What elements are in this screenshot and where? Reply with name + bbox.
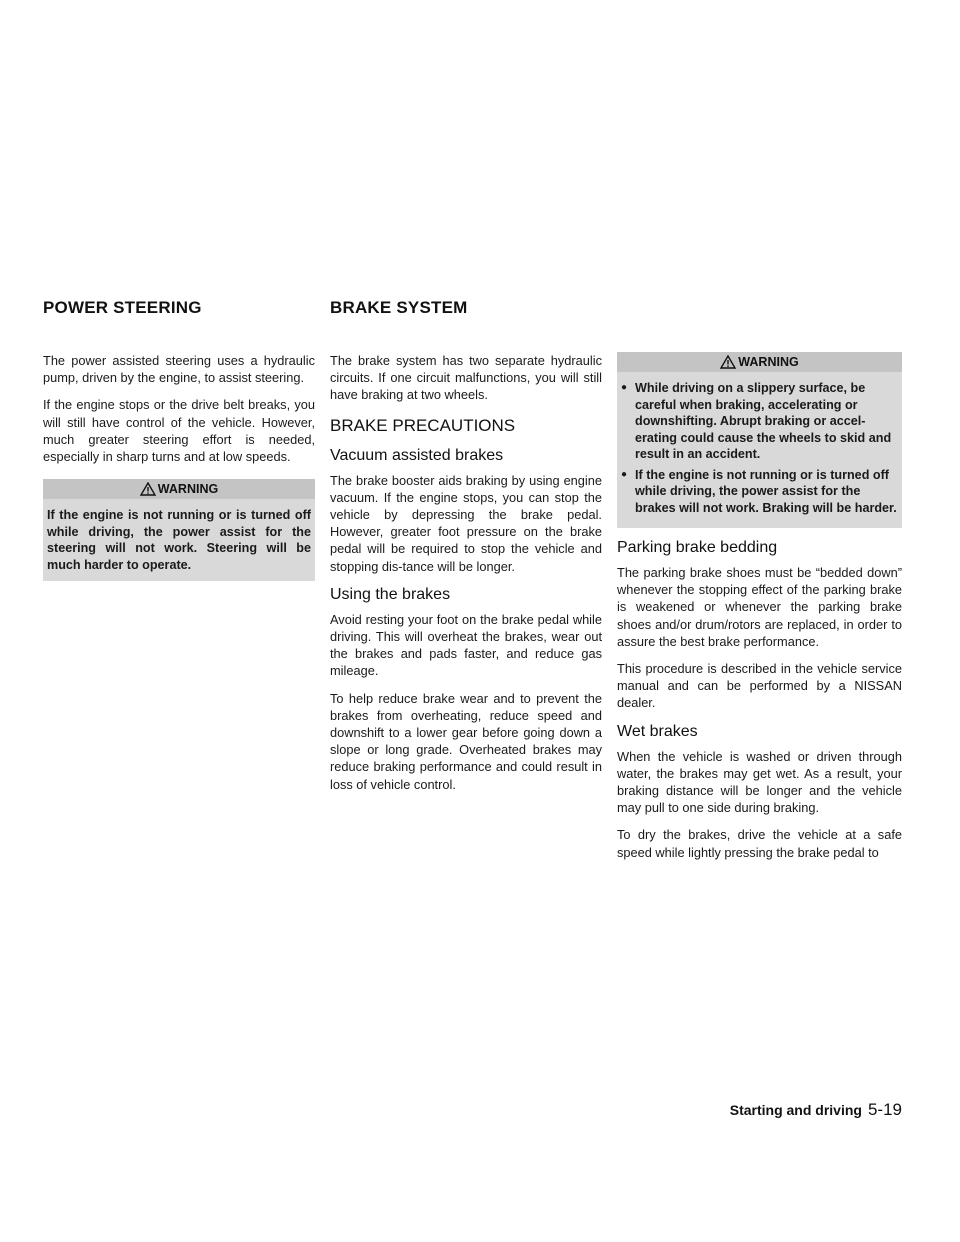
paragraph: The parking brake shoes must be “bedded down” whenever the stopping effect of the parking brake is weakened or whenever the parking brake shoes and/or drum/rotors are replaced, in order to assure the best brake performance.: [617, 565, 902, 649]
warning-list: [621, 380, 898, 516]
paragraph: The power assisted steering uses a hydraulic pump, driven by the engine, to assist steering.: [43, 353, 315, 386]
footer-page-number: 5-19: [867, 1100, 902, 1119]
warning-header: [617, 352, 902, 372]
paragraph: To dry the brakes, drive the vehicle at a safe speed while lightly pressing the brake pedal to: [617, 827, 902, 860]
paragraph: The brake booster aids braking by using engine vacuum. If the engine stops, you can stop the vehicle by depressing the brake pedal. However, greater foot pressure on the brake pedal will be required to stop the vehicle and stopping dis-tance will be longer.: [330, 472, 602, 574]
section-heading-power-steering: POWER STEERING: [43, 298, 202, 317]
paragraph: When the vehicle is washed or driven through water, the brakes may get wet. As a result, your braking distance will be longer and the vehicle may pull to one side during braking.: [617, 748, 902, 816]
subheading-vacuum-assisted-brakes: Vacuum assisted brakes: [330, 446, 504, 464]
column-power-steering: [43, 352, 315, 591]
paragraph: The brake system has two separate hydraulic circuits. If one circuit malfunctions, you will still have braking at two wheels.: [330, 353, 602, 403]
section-heading-brake-system: BRAKE SYSTEM: [330, 298, 468, 317]
warning-box-brakes: [617, 352, 902, 528]
warning-header: [43, 479, 315, 499]
subheading-wet-brakes: Wet brakes: [617, 722, 698, 740]
warning-text: If the engine is not running or is turned off while driving, the power assist for the steering will not work. Steering will be much harder to operate.: [47, 508, 311, 572]
warning-label: WARNING: [738, 355, 799, 369]
paragraph: Avoid resting your foot on the brake pedal while driving. This will overheat the brakes, wear out the brakes and pads faster, and reduce gas mileage.: [330, 611, 602, 679]
warning-label: WARNING: [157, 482, 219, 497]
warning-list-item: [621, 467, 898, 517]
warning-item-text: If the engine is not running or is turned off while driving, the power assist for the brakes will not work. Braking will be harder.: [635, 467, 897, 515]
footer-chapter-title: Starting and driving: [729, 1102, 862, 1118]
warning-list-item: [621, 380, 898, 463]
paragraph: If the engine stops or the drive belt breaks, you will still have control of the vehicle. However, much greater steering effort is needed, especially in sharp turns and at low speeds.: [43, 397, 315, 465]
column-brake-continued: [617, 352, 902, 871]
subheading-brake-precautions: BRAKE PRECAUTIONS: [330, 415, 516, 435]
page-footer: [662, 1100, 902, 1120]
warning-box-steering: [43, 479, 315, 581]
column-brake-system: [330, 352, 602, 803]
subheading-using-the-brakes: Using the brakes: [330, 585, 451, 603]
paragraph: This procedure is described in the vehicle service manual and can be performed by a NISSAN dealer.: [617, 661, 902, 711]
warning-triangle-icon: [720, 355, 736, 369]
bullet-icon: ●: [621, 382, 628, 393]
paragraph: To help reduce brake wear and to prevent the brakes from overheating, reduce speed and downshift to a lower gear before going down a slope or long grade. Overheated brakes may reduce braking performance and could result in loss of vehicle control.: [330, 690, 602, 792]
bullet-icon: ●: [621, 468, 628, 480]
warning-triangle-icon: [140, 482, 156, 496]
subheading-parking-brake-bedding: Parking brake bedding: [617, 539, 778, 556]
warning-item-text: While driving on a slippery surface, be careful when braking, accelerating or downshifting. Abrupt braking or accel-erating could cause the wheels to skid and result in an accident.: [635, 381, 892, 461]
